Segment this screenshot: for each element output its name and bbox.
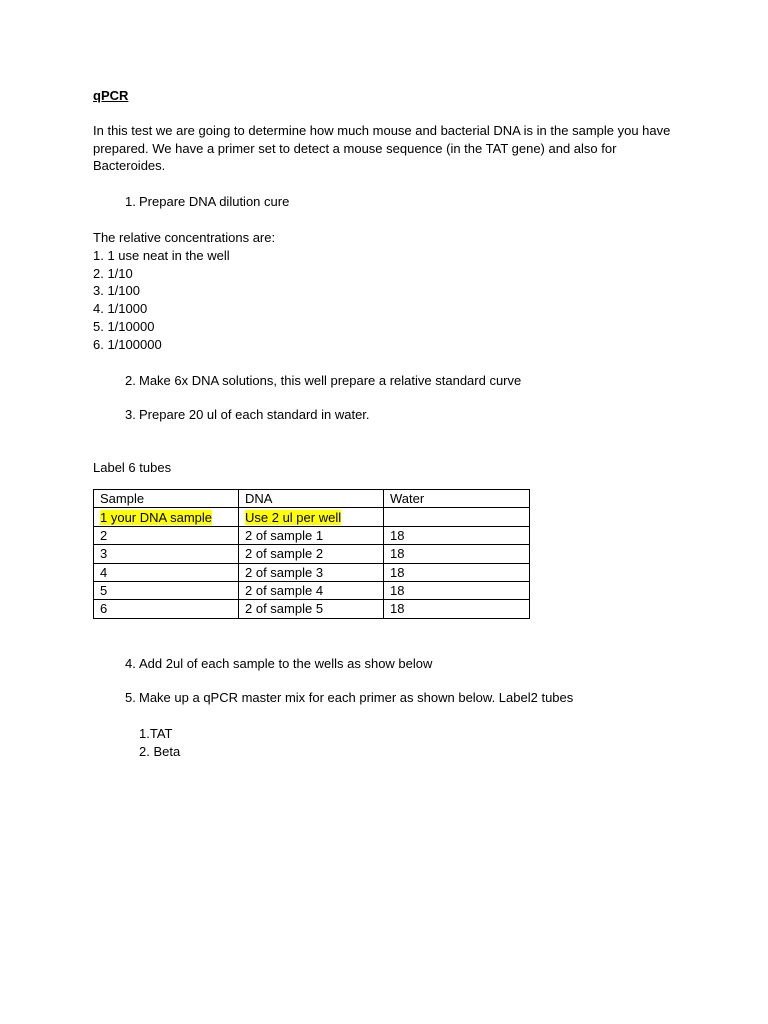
table-cell: 18 <box>384 526 530 544</box>
document-title: qPCR <box>93 88 129 103</box>
table-row <box>94 545 530 563</box>
table-cell: 18 <box>384 600 530 618</box>
table-cell: 2 <box>94 526 239 544</box>
table-cell: 18 <box>384 563 530 581</box>
table-row <box>94 563 530 581</box>
step-5 <box>93 689 693 707</box>
dilution-table <box>93 489 530 619</box>
label-tubes-text: Label 6 tubes <box>93 460 172 476</box>
concentration-item: 1. 1 use neat in the well <box>93 247 230 263</box>
table-header-cell: Sample <box>94 489 239 507</box>
step-4-text: Add 2ul of each sample to the wells as show below <box>139 655 433 671</box>
step-2-text: Make 6x DNA solutions, this well prepare a relative standard curve <box>139 372 522 388</box>
table-cell: 2 of sample 5 <box>239 600 384 618</box>
step-2 <box>93 372 693 390</box>
concentration-item: 4. 1/1000 <box>93 301 148 317</box>
table-cell: 5 <box>94 581 239 599</box>
table-row <box>94 600 530 618</box>
table-header-row <box>94 489 530 507</box>
step-3 <box>93 406 693 424</box>
concentration-item: 6. 1/100000 <box>93 336 162 352</box>
concentration-item: 2. 1/10 <box>93 265 133 281</box>
step-4 <box>93 655 693 673</box>
table-cell: 18 <box>384 545 530 563</box>
table-cell: 2 of sample 4 <box>239 581 384 599</box>
table-cell-highlighted: Use 2 ul per well <box>245 509 342 525</box>
concentration-list <box>93 247 693 354</box>
table-row <box>94 581 530 599</box>
step-5-number: 5. <box>125 690 136 706</box>
table-cell: 3 <box>94 545 239 563</box>
document-page <box>93 87 693 761</box>
relative-concentrations-heading: The relative concentrations are: <box>93 229 276 245</box>
table-cell: 2 of sample 2 <box>239 545 384 563</box>
step-4-number: 4. <box>125 655 136 671</box>
table-cell-highlighted: 1 your DNA sample <box>100 509 212 525</box>
table-cell: 4 <box>94 563 239 581</box>
step-3-number: 3. <box>125 407 136 423</box>
table-cell <box>384 508 530 526</box>
step-1 <box>93 193 693 211</box>
table-cell: 6 <box>94 600 239 618</box>
step-3-text: Prepare 20 ul of each standard in water. <box>139 407 370 423</box>
step-5-text: Make up a qPCR master mix for each primer as shown below. Label2 tubes <box>139 690 574 706</box>
intro-paragraph: In this test we are going to determine how much mouse and bacterial DNA is in the sample you have prepared. We have a primer set to detect a mouse sequence (in the TAT gene) and also for Bacteroides. <box>93 122 671 174</box>
concentration-item: 3. 1/100 <box>93 283 140 299</box>
step-2-number: 2. <box>125 372 136 388</box>
primer-item: 2. Beta <box>139 744 181 760</box>
concentration-item: 5. 1/10000 <box>93 318 155 334</box>
table-row <box>94 508 530 526</box>
table-cell: 18 <box>384 581 530 599</box>
table-row <box>94 526 530 544</box>
table-header-cell: Water <box>384 489 530 507</box>
step-1-number: 1. <box>125 194 136 210</box>
table-header-cell: DNA <box>239 489 384 507</box>
primer-item: 1.TAT <box>139 726 173 742</box>
table-cell: 2 of sample 3 <box>239 563 384 581</box>
primer-list <box>93 725 693 761</box>
table-cell: 2 of sample 1 <box>239 526 384 544</box>
step-1-text: Prepare DNA dilution cure <box>139 194 290 210</box>
